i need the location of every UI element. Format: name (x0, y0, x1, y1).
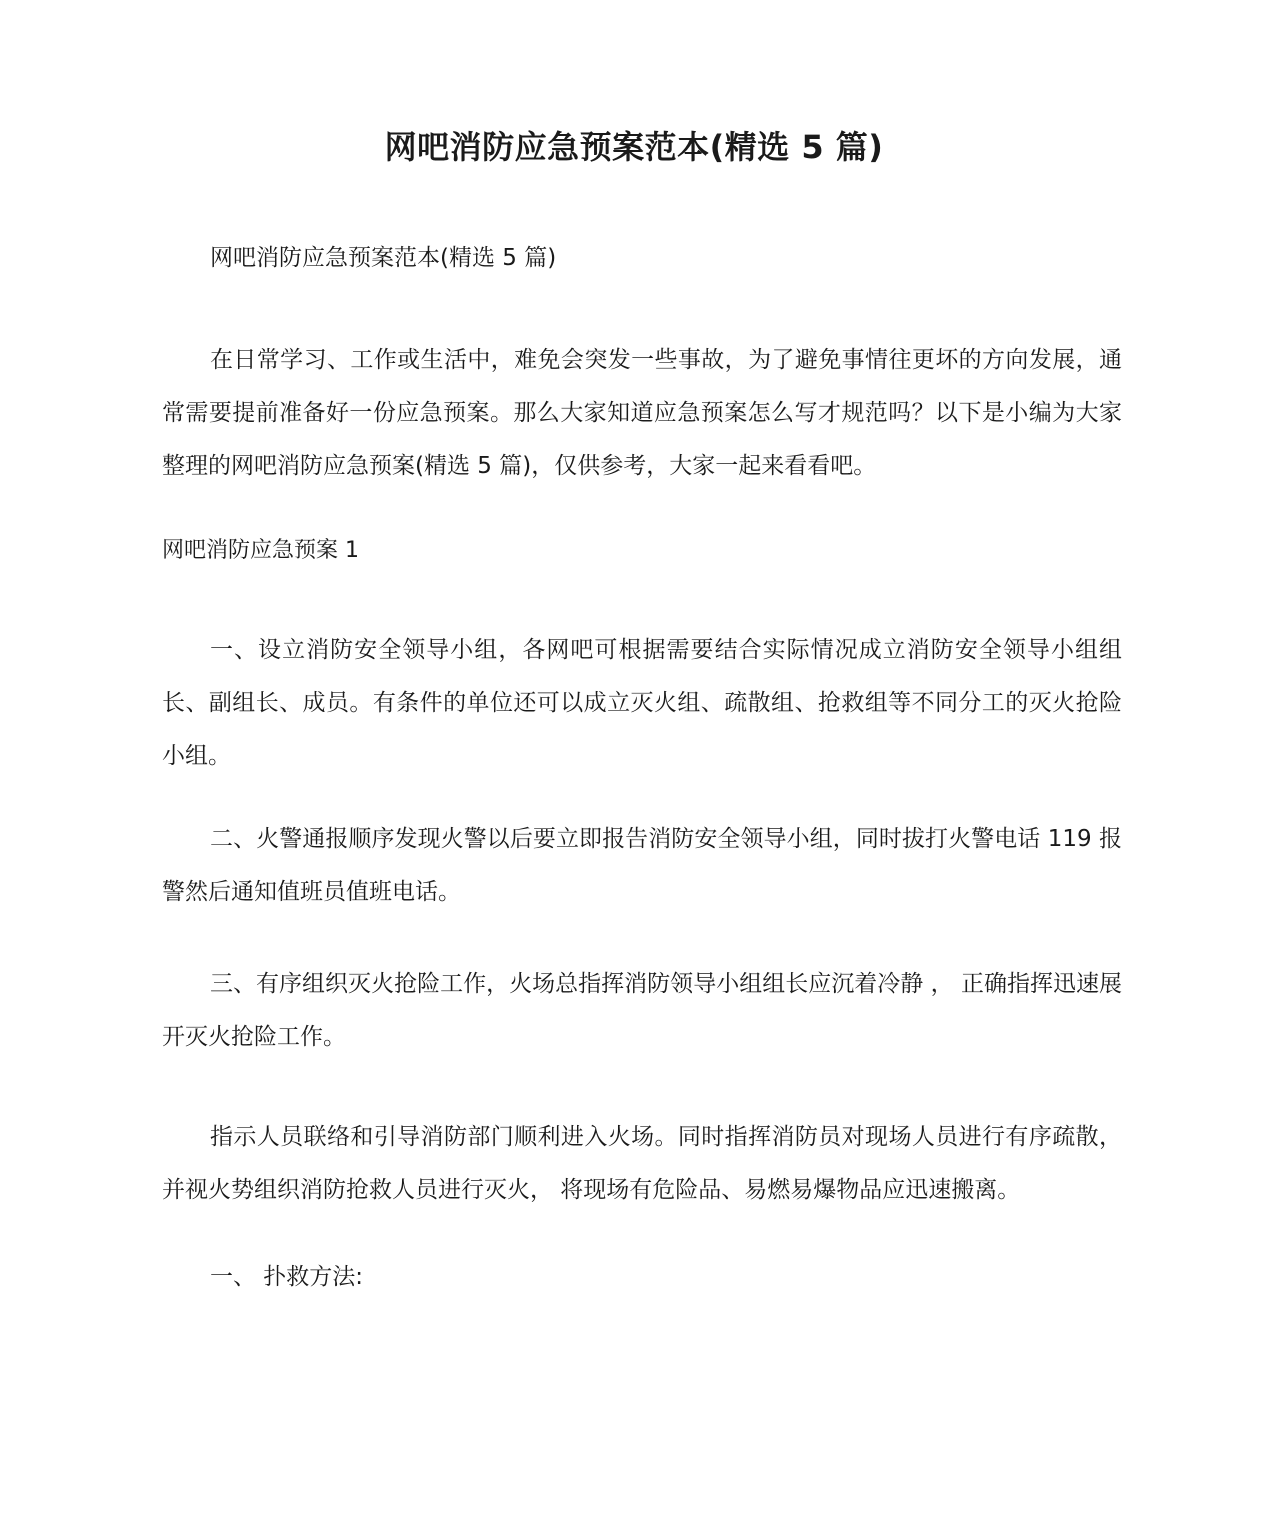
paragraph-method-heading: 一、 扑救方法: (210, 1264, 364, 1290)
intro-paragraph: 在日常学习、工作或生活中，难免会突发一些事故，为了避免事情往更坏的方向发展，通常需要提前准备好一份应急预案。那么大家知道应急预案怎么写才规范吗？以下是小编为大家整理的网吧消防应急预案(精选 5 篇)，仅供参考，大家一起来看看吧。 (162, 347, 1122, 479)
paragraph-fire-alarm: 二、火警通报顺序发现火警以后要立即报告消防安全领导小组，同时拔打火警电话 119 报警然后通知值班员值班电话。 (162, 826, 1122, 905)
section-heading: 网吧消防应急预案 1 (162, 538, 359, 563)
document-subtitle: 网吧消防应急预案范本(精选 5 篇) (210, 245, 557, 271)
paragraph-firefighting: 三、有序组织灭火抢险工作，火场总指挥消防领导小组组长应沉着冷静 ， 正确指挥迅速展开灭火抢险工作。 (162, 971, 1122, 1050)
paragraph-evacuation: 指示人员联络和引导消防部门顺利进入火场。同时指挥消防员对现场人员进行有序疏散， 并视火势组织消防抢救人员进行灭火， 将现场有危险品、易燃易爆物品应迅速搬离。 (162, 1124, 1122, 1203)
paragraph-leadership-group: 一、设立消防安全领导小组，各网吧可根据需要结合实际情况成立消防安全领导小组组长、副组长、成员。有条件的单位还可以成立灭火组、疏散组、抢救组等不同分工的灭火抢险小组。 (162, 637, 1122, 769)
document-title: 网吧消防应急预案范本(精选 5 篇) (384, 128, 884, 166)
